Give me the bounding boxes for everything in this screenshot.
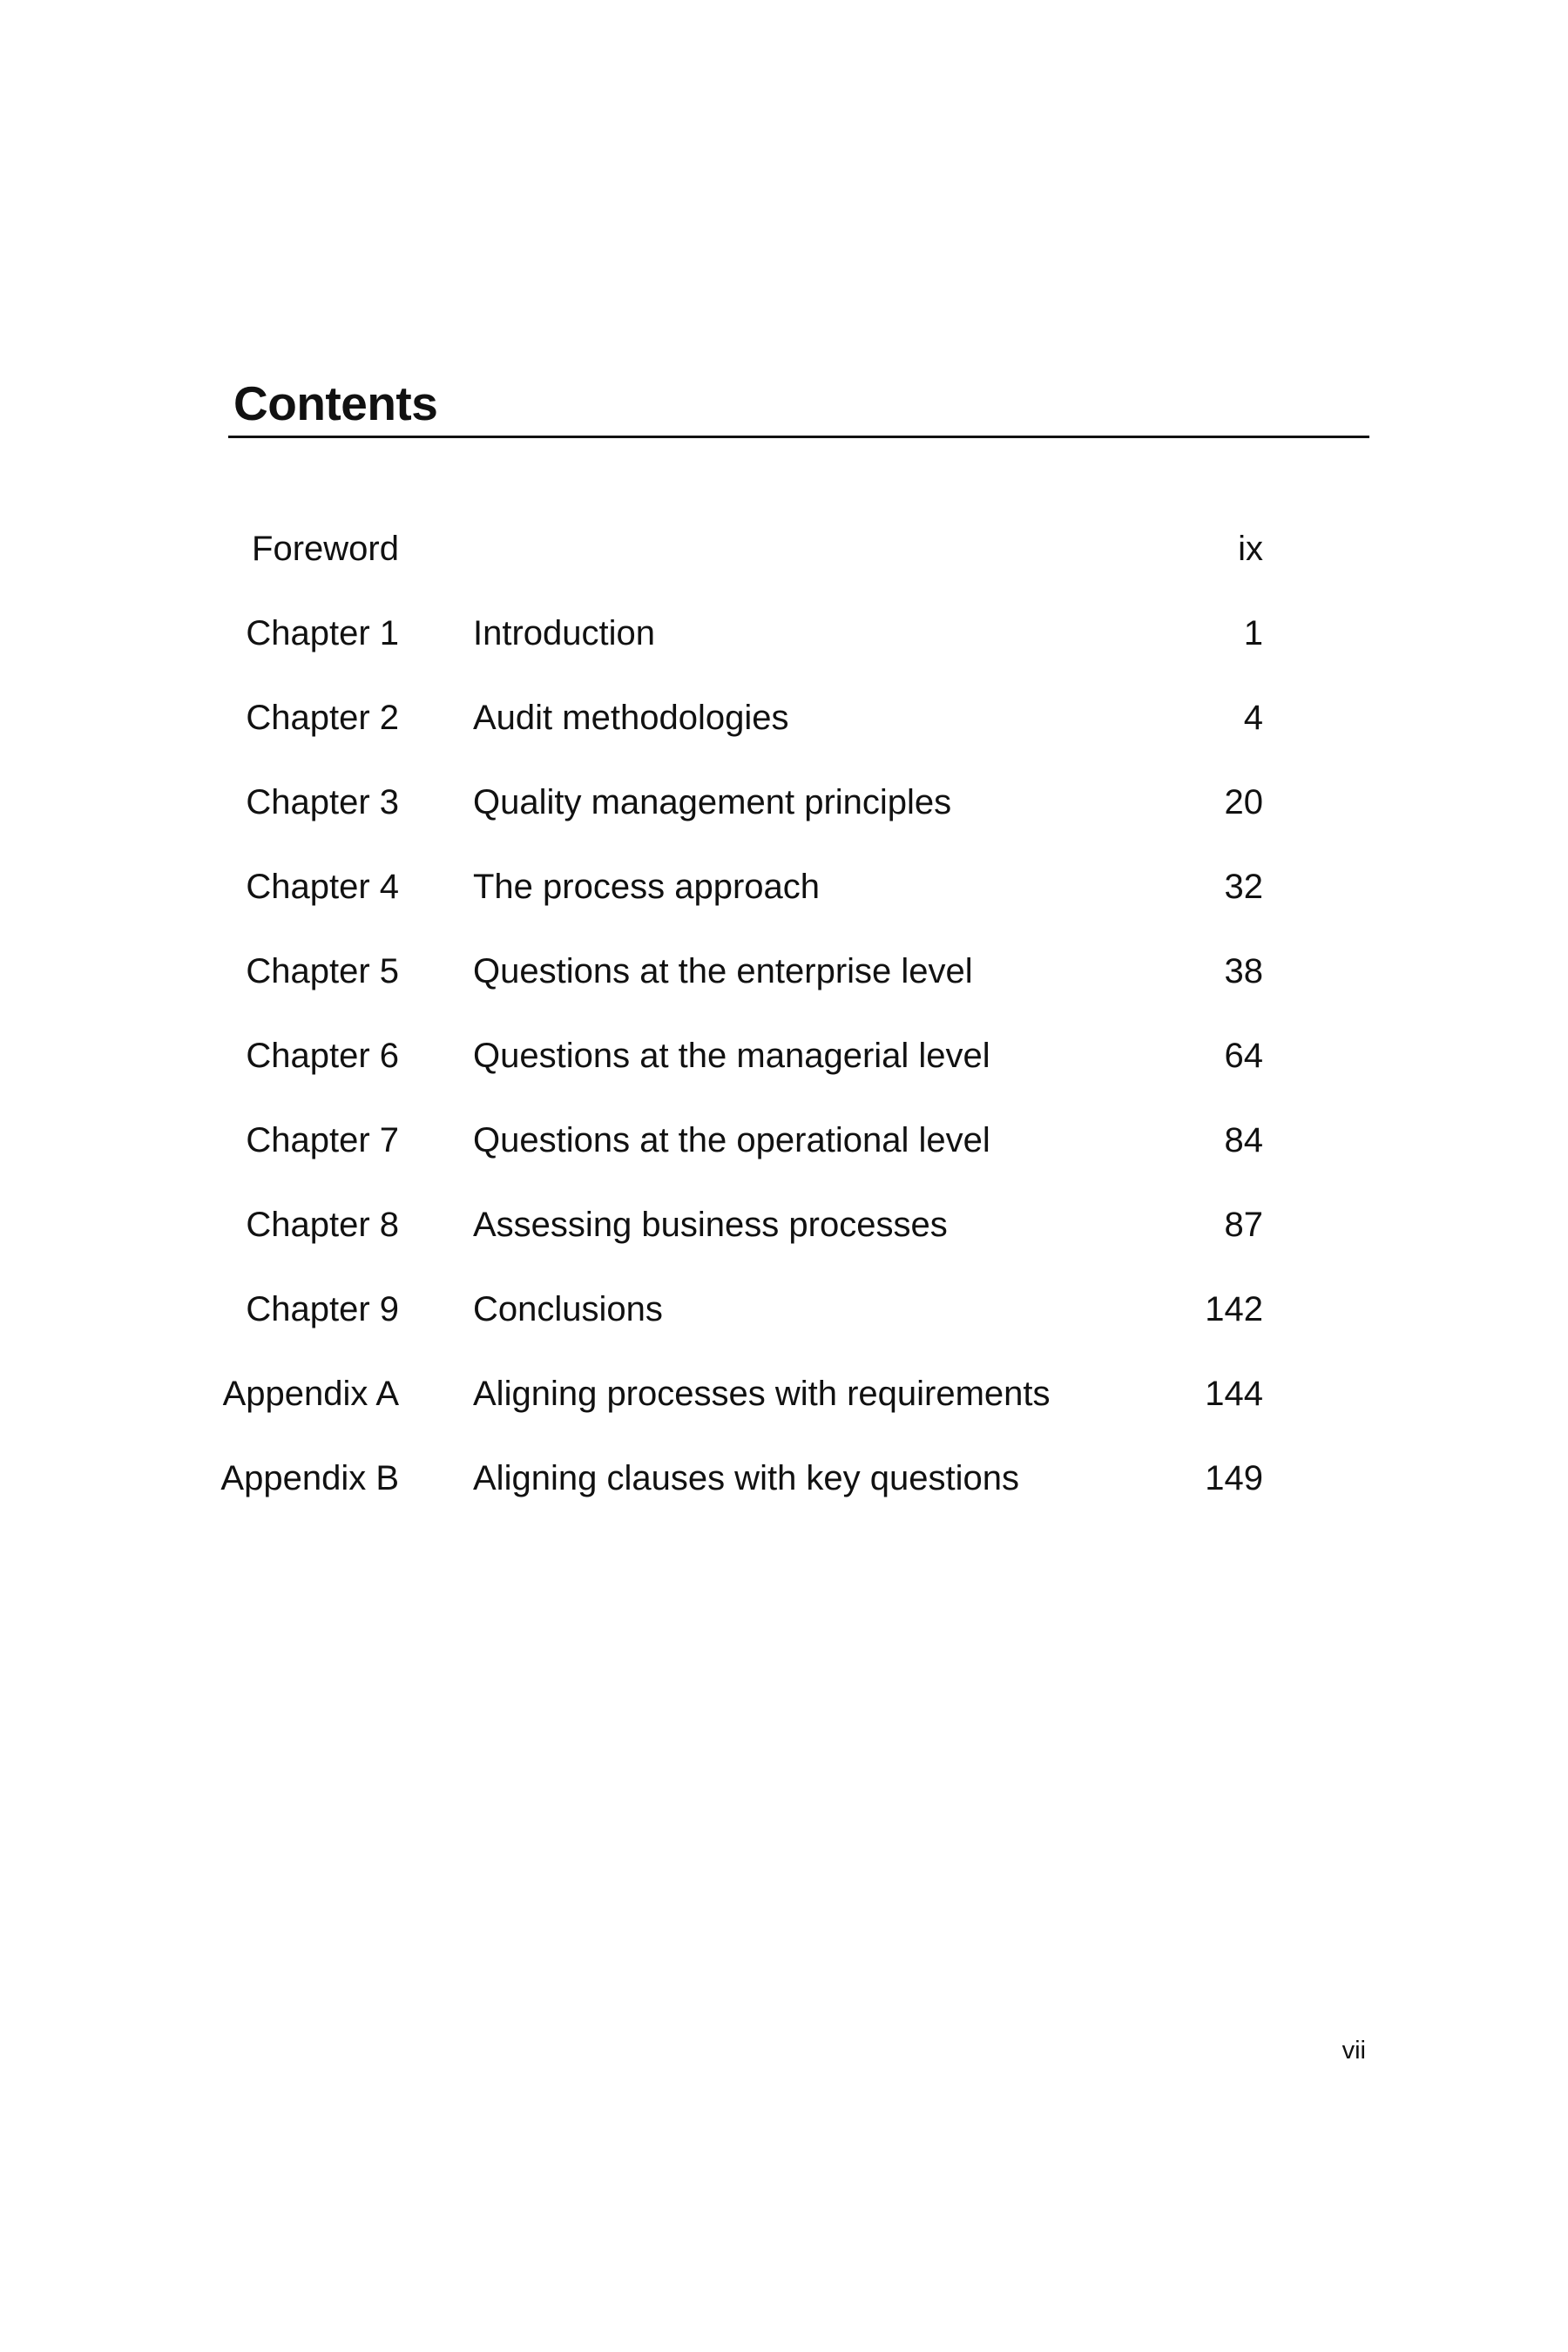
toc-label: Chapter 8 [246, 1206, 399, 1244]
toc-title: Quality management principles [473, 783, 952, 821]
toc-page-number: 84 [1224, 1121, 1263, 1159]
toc-row-appendix-b [0, 1452, 1568, 1537]
page-title: Contents [233, 376, 438, 430]
toc-label: Chapter 7 [246, 1121, 399, 1159]
toc-page-number: 38 [1224, 952, 1263, 990]
toc-title: Questions at the managerial level [473, 1037, 990, 1075]
toc-page-number: 144 [1205, 1375, 1263, 1413]
toc-label: Appendix A [222, 1375, 399, 1413]
toc-page-number: 20 [1224, 783, 1263, 821]
toc-label: Chapter 2 [246, 699, 399, 737]
toc-title: Assessing business processes [473, 1206, 948, 1244]
title-rule [228, 436, 1369, 438]
toc-page-number: ix [1238, 530, 1263, 568]
toc-row-chapter-6 [0, 1030, 1568, 1114]
toc-title: Introduction [473, 614, 656, 652]
toc-row-foreword [0, 523, 1568, 607]
toc-label: Chapter 5 [246, 952, 399, 990]
toc-row-chapter-1 [0, 607, 1568, 692]
toc-row-chapter-8 [0, 1199, 1568, 1283]
toc-title: Aligning processes with requirements [473, 1375, 1051, 1413]
toc-title: Questions at the operational level [473, 1121, 990, 1159]
toc-page-number: 32 [1224, 868, 1263, 906]
toc-page-number: 142 [1205, 1290, 1263, 1328]
toc-row-chapter-3 [0, 776, 1568, 861]
toc-page-number: 64 [1224, 1037, 1263, 1075]
toc-label: Chapter 3 [246, 783, 399, 821]
toc-label: Chapter 6 [246, 1037, 399, 1075]
toc-row-chapter-5 [0, 945, 1568, 1030]
toc-title: The process approach [473, 868, 821, 906]
toc-page-number: 1 [1243, 614, 1263, 652]
toc-label: Foreword [252, 530, 399, 568]
toc-page-number: 4 [1243, 699, 1263, 737]
toc-row-appendix-a [0, 1368, 1568, 1452]
toc-label: Chapter 1 [246, 614, 399, 652]
toc-title: Audit methodologies [473, 699, 789, 737]
toc-row-chapter-4 [0, 861, 1568, 945]
toc-label: Appendix B [220, 1459, 399, 1497]
toc-page-number: 87 [1224, 1206, 1263, 1244]
toc-label: Chapter 9 [246, 1290, 399, 1328]
toc-row-chapter-9 [0, 1283, 1568, 1368]
toc-title: Conclusions [473, 1290, 663, 1328]
toc-row-chapter-7 [0, 1114, 1568, 1199]
page-folio: vii [1342, 2037, 1366, 2065]
toc-label: Chapter 4 [246, 868, 399, 906]
toc-row-chapter-2 [0, 692, 1568, 776]
toc-title: Aligning clauses with key questions [473, 1459, 1020, 1497]
toc-title: Questions at the enterprise level [473, 952, 973, 990]
toc-page-number: 149 [1205, 1459, 1263, 1497]
table-of-contents [0, 523, 1568, 1537]
